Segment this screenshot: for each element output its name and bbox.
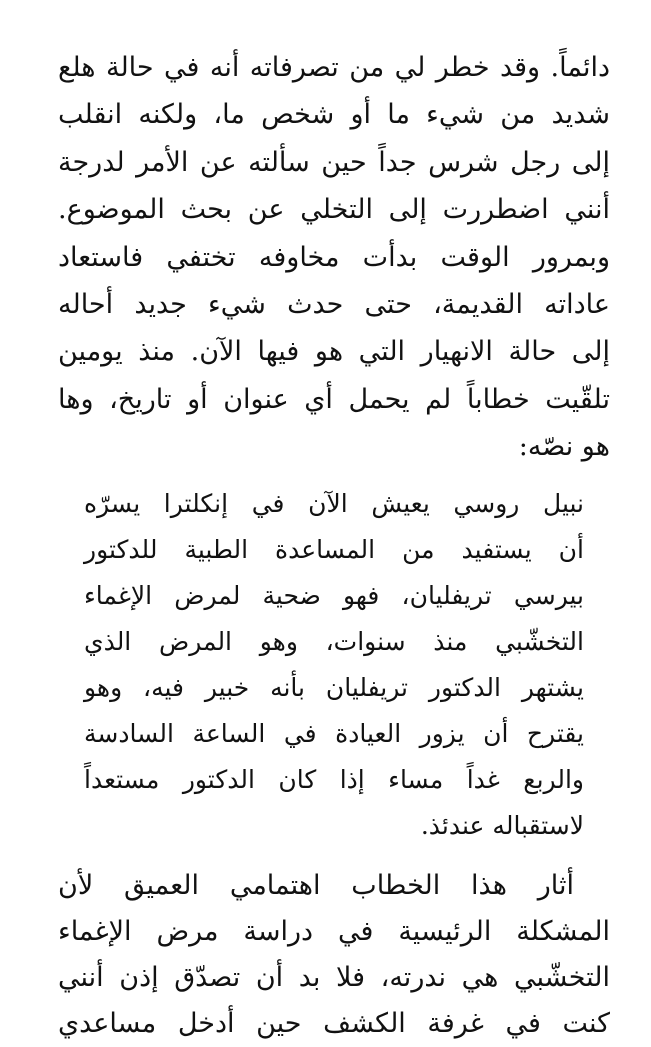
text-line: كنت في غرفة الكشف حين أدخل مساعدي: [58, 1007, 610, 1039]
quoted-letter: [84, 481, 584, 849]
quote-line: يشتهر الدكتور تريفليان بأنه خبير فيه، وهو: [84, 672, 584, 702]
quote-line: والربع غداً مساء إذا كان الدكتور مستعداً: [84, 764, 584, 794]
quote-line: أن يستفيد من المساعدة الطبية للدكتور: [84, 534, 584, 564]
text-line: أثار هذا الخطاب اهتمامي العميق لأن: [58, 869, 574, 901]
text-line: أنني اضطررت إلى التخلي عن بحث الموضوع.: [58, 194, 610, 226]
quote-line: التخشّبي منذ سنوات، وهو المرض الذي: [84, 626, 584, 656]
text-line: التخشّبي هي ندرته، فلا بد أن تصدّق إذن أنني: [58, 961, 610, 993]
text-line: شديد من شيء ما أو شخص ما، ولكنه انقلب: [58, 99, 610, 131]
text-line: إلى رجل شرس جداً حين سألته عن الأمر لدرجة: [58, 146, 610, 178]
quote-line: بيرسي تريفليان، فهو ضحية لمرض الإغماء: [84, 580, 584, 610]
text-line: دائماً. وقد خطر لي من تصرفاته أنه في حالة هلع: [58, 52, 610, 83]
text-line: المشكلة الرئيسية في دراسة مرض الإغماء: [58, 915, 610, 947]
paragraph-1: [58, 44, 610, 471]
text-line: تلقّيت خطاباً لم يحمل أي عنوان أو تاريخ، وها: [58, 383, 610, 415]
paragraph-2: [58, 863, 610, 1047]
text-line: إلى حالة الانهيار التي هو فيها الآن. منذ يومين: [58, 336, 610, 368]
text-line: عاداته القديمة، حتى حدث شيء جديد أحاله: [58, 288, 610, 320]
book-page: [58, 44, 610, 1047]
quote-line: نبيل روسي يعيش الآن في إنكلترا يسرّه: [84, 488, 584, 518]
quote-line: يقترح أن يزور العيادة في الساعة السادسة: [84, 718, 584, 748]
text-line: وبمرور الوقت بدأت مخاوفه تختفي فاستعاد: [58, 241, 610, 273]
quote-line: لاستقباله عندئذ.: [420, 810, 584, 840]
text-line: هو نصّه:: [518, 431, 610, 463]
